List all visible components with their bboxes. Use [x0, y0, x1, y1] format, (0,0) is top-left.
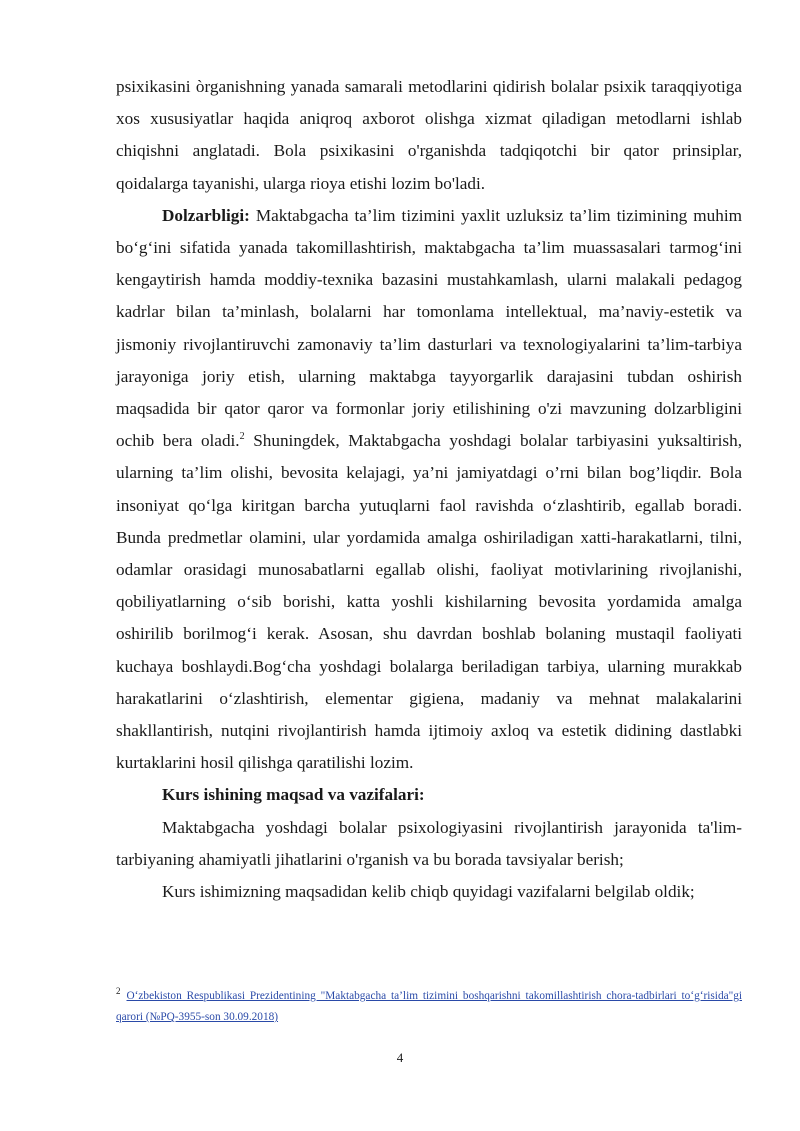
paragraph-goal: Maktabgacha yoshdagi bolalar psixologiyasini rivojlantirish jarayonida ta'lim-tarbiyaning ahamiyatli jihatlarini o'rganish va bu borada tavsiyalar berish;: [116, 817, 742, 869]
footnote: [116, 986, 742, 1028]
page-number: 4: [396, 1050, 404, 1065]
relevance-continuation: Shuningdek, Maktabgacha yoshdagi bolalar tarbiyasini yuksaltirish, ularning ta’lim olishi, bevosita kelajagi, ya’ni jamiyatdagi o’rni bilan bog’liqdir. Bola insoniyat qo‘lga kiritgan barcha yutuqlarni faol ravishda o‘zlashtirib, egallab boradi. Bunda predmetlar olamini, ular yordamida amalga oshiriladigan xatti-harakatlarni, tilni, odamlar orasidagi munosabatlarni egallab olishi, faoliyat motivlarining rivojlanishi, qobiliyatlarning o‘sib borishi, katta yoshli kishilarning bevosita yordamida amalga oshirilib borilmog‘i kerak. Asosan, shu davrdan boshlab bolaning mustaqil faoliyati kuchaya boshlaydi.Bog‘cha yoshdagi bolalarga beriladigan tarbiya, ularning murakkab harakatlarini o‘zlashtirish, elementar gigiena, madaniy va mehnat malakalarini shakllantirish, nutqini rivojlantirish hamda ijtimoiy axloq va estetik didining dastlabki kurtaklarini hosil qilishga qaratilishi lozim.: [116, 431, 742, 773]
section-heading: Kurs ishining maqsad va vazifalari:: [162, 785, 425, 805]
footnote-link[interactable]: O‘zbekiston Respublikasi Prezidentining "Maktabgacha ta’lim tizimini boshqarishni takomillashtirish chora-tadbirlari to‘g‘risida"gi qarori (№PQ-3955-son 30.09.2018): [116, 990, 742, 1023]
footnote-number: 2: [116, 986, 121, 996]
relevance-text: Maktabgacha ta’lim tizimini yaxlit uzluksiz ta’lim tizimining muhim bo‘g‘ini sifatida yanada takomillashtirish, maktabgacha ta’lim muassasalari tarmog‘ini kengaytirish hamda moddiy-texnika bazasini mustahkamlash, ularni malakali pedagog kadrlar bilan ta’minlash, bolalarni har tomonlama intellektual, ma’naviy-estetik va jismoniy rivojlantiruvchi zamonaviy ta’lim dasturlari va texnologiyalarini ta’lim-tarbiya jarayoniga joriy etish, ularning maktabga tayyorgarlik darajasini tubdan oshirish maqsadida bir qator qaror va formonlar joriy etilishining o'zi mavzuning dolzarbligini ochib bera oladi.: [116, 205, 742, 451]
paragraph-relevance: [116, 200, 742, 780]
footnote-reference[interactable]: 2: [239, 431, 245, 443]
main-text: [116, 71, 742, 908]
paragraph-intro: psixikasini òrganishning yanada samarali metodlarini qidirish bolalar psixik taraqqiyotiga xos xususiyatlar haqida aniqroq axborot olishga xizmat qiladigan metodlarni ishlab chiqishni anglatadi. Bola psixikasini o'rganishda tadqiqotchi bir qator prinsiplar, qoidalarga tayanishi, ularga rioya etishi lozim bo'ladi.: [116, 77, 742, 193]
paragraph-tasks: Kurs ishimizning maqsadidan kelib chiqb quyidagi vazifalarni belgilab oldik;: [162, 882, 695, 902]
relevance-label: Dolzarbligi:: [162, 205, 250, 225]
